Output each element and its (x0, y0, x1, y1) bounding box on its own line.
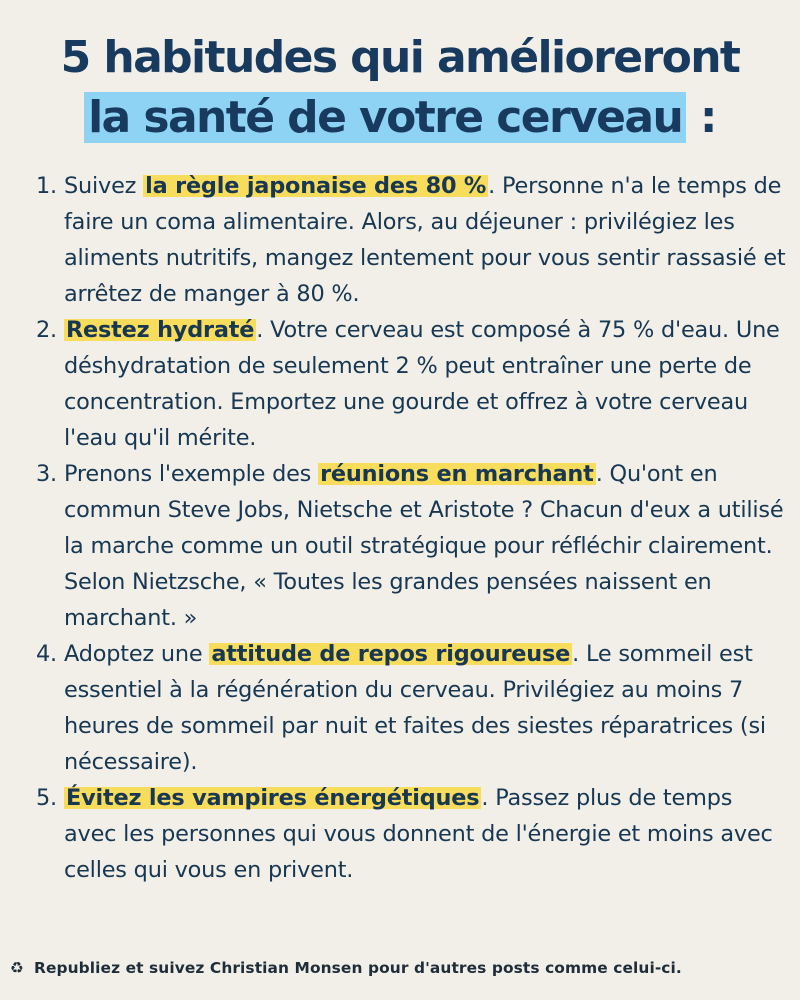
title-line-2 (0, 88, 800, 148)
step-text: . Votre cerveau est composé à 75 % d'eau. Une déshydratation de seulement 2 % peut entraîner une perte de concentration. Emportez une gourde et offrez à votre cerveau l'eau qu'il mérite. (64, 317, 780, 451)
step-highlight: attitude de repos rigoureuse (211, 641, 571, 667)
title-suffix: : (686, 92, 716, 143)
step-highlight: la règle japonaise des 80 % (145, 173, 487, 199)
footer-text: Republiez et suivez Christian Monsen pour d'autres posts comme celui-ci. (34, 959, 682, 977)
list-item-1 (36, 168, 786, 312)
title-line-1: 5 habitudes qui amélioreront (60, 32, 740, 83)
step-highlight: Évitez les vampires énergétiques (66, 785, 480, 811)
step-prefix: Prenons l'exemple des (64, 461, 319, 487)
list-item-4 (36, 636, 786, 780)
step-text: . Passez plus de temps avec les personnes qui vous donnent de l'énergie et moins avec celles qui vous en privent. (64, 785, 773, 883)
footer-cta (10, 956, 800, 980)
step-highlight: réunions en marchant (320, 461, 594, 487)
step-highlight: Restez hydraté (66, 317, 255, 343)
step-number: 2. (36, 317, 57, 343)
habits-list (36, 168, 786, 888)
step-number: 1. (36, 173, 57, 199)
recycle-icon: ♻ (10, 959, 24, 977)
list-item-2 (36, 312, 786, 456)
step-text: . Personne n'a le temps de faire un coma alimentaire. Alors, au déjeuner : privilégiez les aliments nutritifs, mangez lentement pour vous sentir rassasié et arrêtez de manger à 80 %. (64, 173, 786, 307)
page-title (0, 0, 800, 148)
step-text: . Le sommeil est essentiel à la régénération du cerveau. Privilégiez au moins 7 heures de sommeil par nuit et faites des siestes réparatrices (si nécessaire). (64, 641, 766, 775)
step-prefix: Suivez (64, 173, 144, 199)
step-number: 5. (36, 785, 57, 811)
step-text: . Qu'ont en commun Steve Jobs, Nietsche et Aristote ? Chacun d'eux a utilisé la marche comme un outil stratégique pour réfléchir clairement. Selon Nietzsche, « Toutes les grandes pensées naissent en marchant. » (64, 461, 784, 631)
step-prefix: Adoptez une (64, 641, 210, 667)
step-number: 3. (36, 461, 57, 487)
title-highlight: la santé de votre cerveau (84, 92, 686, 143)
step-number: 4. (36, 641, 57, 667)
list-item-3 (36, 456, 786, 636)
list-item-5 (36, 780, 786, 888)
